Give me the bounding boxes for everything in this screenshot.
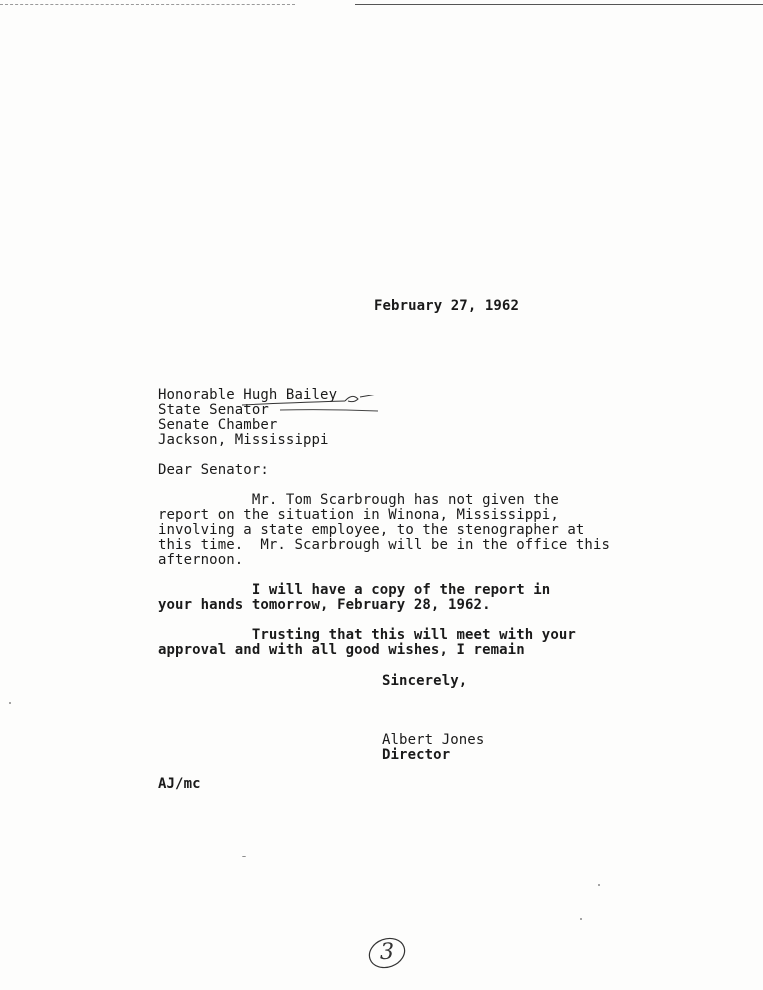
typist-initials: AJ/mc [158, 776, 201, 792]
scan-speck [242, 856, 246, 857]
letter-date: February 27, 1962 [374, 298, 519, 314]
paragraph-3-line: approval and with all good wishes, I remain [158, 642, 525, 658]
page-number: 3 [380, 940, 394, 965]
address-line-name: Honorable Hugh Bailey [158, 387, 338, 403]
handwritten-underline-mark [240, 395, 390, 415]
scan-speck [580, 918, 582, 920]
paragraph-3-line: Trusting that this will meet with your [158, 627, 576, 643]
scan-speck [9, 702, 11, 704]
paragraph-1-line: involving a state employee, to the stenographer at [158, 522, 585, 538]
paragraph-1-line: report on the situation in Winona, Mississippi, [158, 507, 559, 523]
closing: Sincerely, [382, 673, 468, 689]
paragraph-2-line: I will have a copy of the report in [158, 582, 551, 598]
address-line-city: Jackson, Mississippi [158, 432, 329, 448]
paragraph-1-line: afternoon. [158, 552, 244, 568]
scan-speck [598, 884, 600, 886]
address-line-title: State Senator [158, 402, 269, 418]
top-margin-mark-right [355, 4, 763, 5]
paragraph-1-line: Mr. Tom Scarbrough has not given the [158, 492, 559, 508]
paragraph-2-line: your hands tomorrow, February 28, 1962. [158, 597, 491, 613]
signer-title: Director [382, 747, 451, 763]
address-line-office: Senate Chamber [158, 417, 278, 433]
salutation: Dear Senator: [158, 462, 269, 478]
circled-page-number [366, 935, 408, 971]
top-margin-mark-left [0, 4, 295, 5]
signer-name: Albert Jones [382, 732, 485, 748]
paragraph-1-line: this time. Mr. Scarbrough will be in the office this [158, 537, 611, 553]
